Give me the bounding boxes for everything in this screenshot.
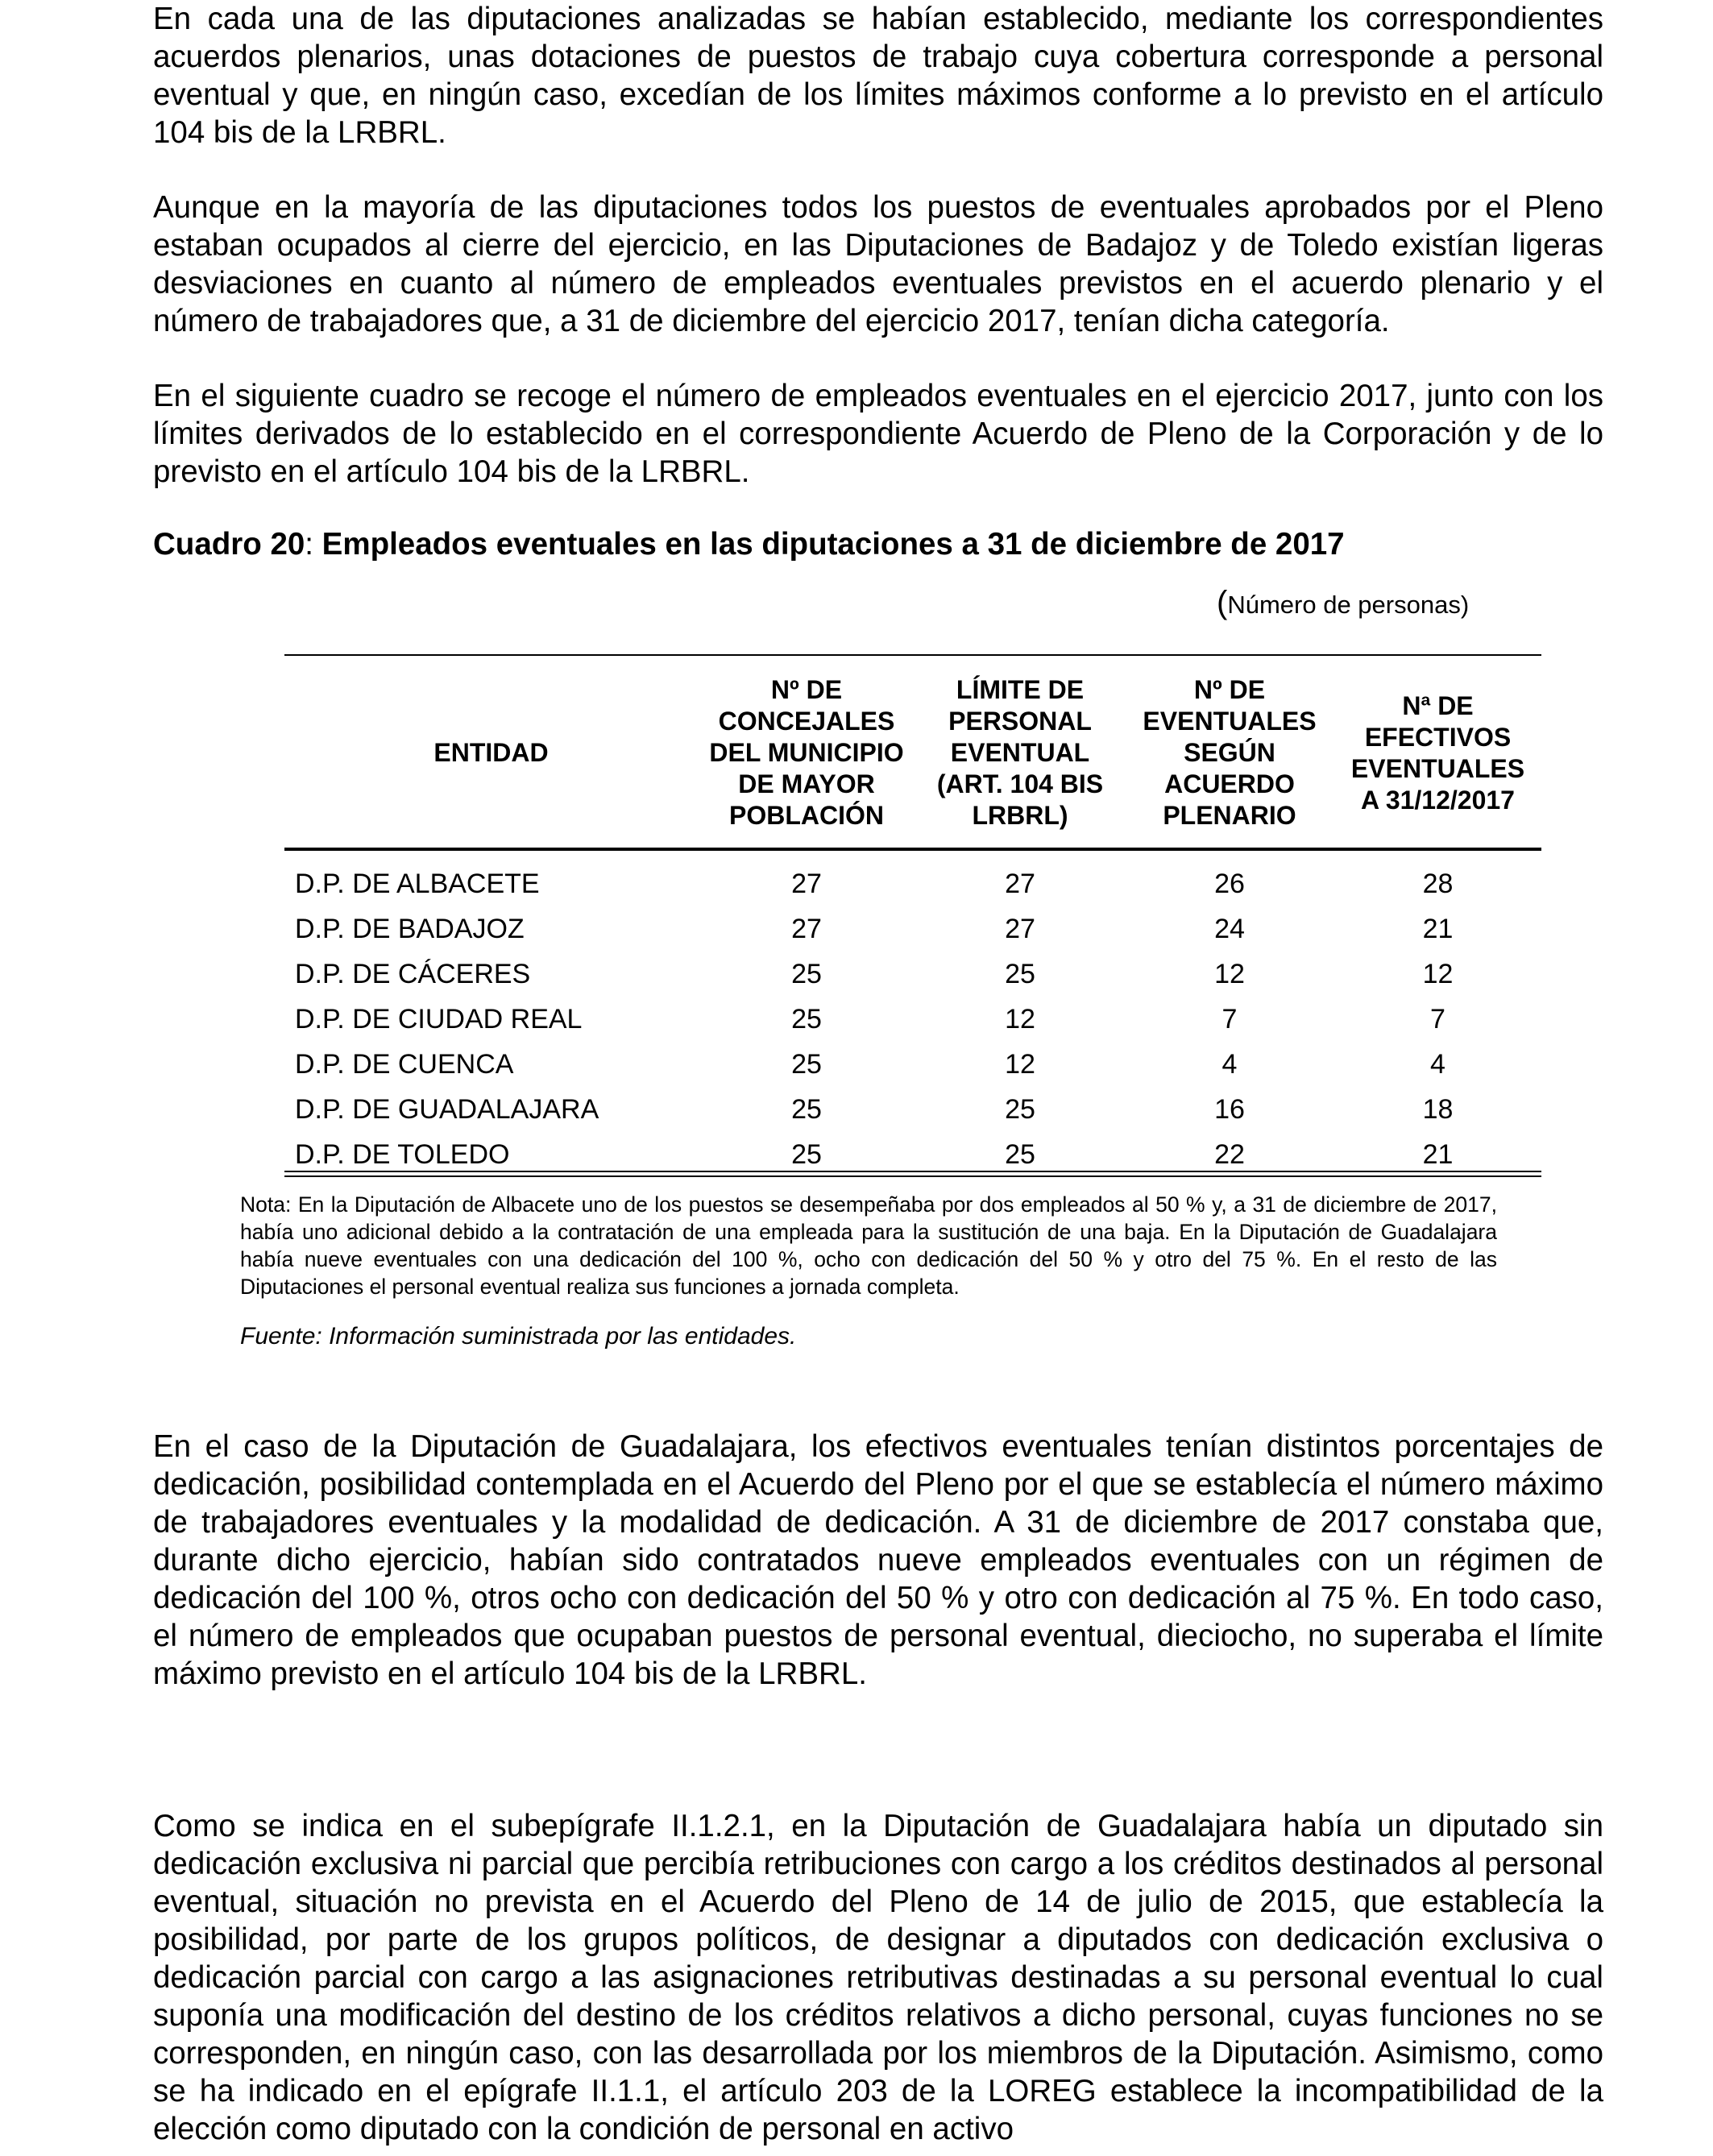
paragraph-deviations: Aunque en la mayoría de las diputaciones todos los puestos de eventuales aprobados por el Pleno estaban ocupados al cierre del ejercicio, en las Diputaciones de Badajoz y de Toledo existían ligeras desviaciones en cuanto al número de empleados eventuales previstos en el acuerdo plenario y el número de trabajadores que, a 31 de diciembre del ejercicio 2017, tenían dicha categoría.: [153, 190, 1603, 338]
table-body: [284, 852, 1541, 1177]
cell-plenary: 7: [1221, 1004, 1238, 1034]
paragraph-table-intro: En el siguiente cuadro se recoge el número de empleados eventuales en el ejercicio 2017, junto con los límites derivados de lo establecido en el correspondiente Acuerdo de Pleno de la Corporación y de lo previsto en el artículo 104 bis de la LRBRL.: [153, 379, 1603, 489]
header-line: Nº DE: [770, 675, 843, 704]
table-caption-title: Empleados eventuales en las diputaciones a 31 de diciembre de 2017: [313, 527, 1345, 562]
table-row: [284, 1087, 1541, 1132]
table-row: [284, 906, 1541, 952]
header-line: A 31/12/2017: [1361, 785, 1515, 815]
cell-entity: D.P. DE ALBACETE: [295, 869, 540, 899]
cell-councillors: 27: [791, 914, 822, 944]
cell-effective: 4: [1430, 1049, 1445, 1080]
table-caption: [153, 525, 1345, 563]
header-line: POBLACIÓN: [728, 801, 884, 830]
cell-effective: 7: [1430, 1004, 1445, 1034]
cell-plenary: 24: [1214, 914, 1245, 944]
header-line: EVENTUALES: [1350, 753, 1525, 783]
table-note: Nota: En la Diputación de Albacete uno de los puestos se desempeñaba por dos empleados al 50 % y, a 31 de diciembre de 2017, había uno adicional debido a la contratación de una empleada para la sustitución de una baja. En la Diputación de Guadalajara había nueve eventuales con una dedicación del 100 %, ocho con dedicación del 50 % y otro del 75 %. En el resto de las Diputaciones el personal eventual realiza sus funciones a jornada completa.: [240, 1192, 1497, 1299]
table-header-rule: [284, 848, 1541, 851]
cell-entity: D.P. DE CIUDAD REAL: [295, 1004, 583, 1034]
cell-plenary: 26: [1214, 869, 1245, 899]
header-line: DE MAYOR: [738, 769, 875, 798]
table-units: [1217, 587, 1469, 621]
cell-plenary: 4: [1221, 1049, 1238, 1080]
cell-limit: 27: [1005, 914, 1035, 944]
cell-effective: 21: [1422, 1139, 1454, 1170]
table-top-rule: [284, 654, 1541, 656]
cell-limit: 12: [1005, 1049, 1035, 1080]
header-line: PLENARIO: [1163, 801, 1296, 830]
paragraph-intro: En cada una de las diputaciones analizadas se habían establecido, mediante los correspondientes acuerdos plenarios, unas dotaciones de puestos de trabajo cuya cobertura corresponde a personal eventual y que, en ningún caso, excedían de los límites máximos conforme a lo previsto en el artículo 104 bis de la LRBRL.: [153, 2, 1603, 150]
cell-effective: 18: [1422, 1094, 1454, 1125]
header-effective: [1334, 666, 1541, 840]
header-plenary: [1125, 666, 1334, 840]
cell-councillors: 25: [791, 1049, 822, 1080]
cell-entity: D.P. DE GUADALAJARA: [295, 1094, 599, 1125]
header-limit: [915, 666, 1125, 840]
cell-councillors: 25: [791, 1094, 822, 1125]
header-line: Nº DE: [1193, 675, 1266, 704]
header-line: DEL MUNICIPIO: [709, 738, 904, 767]
cell-plenary: 16: [1214, 1094, 1245, 1125]
cell-limit: 12: [1005, 1004, 1035, 1034]
header-line: EVENTUAL: [950, 738, 1090, 767]
cell-councillors: 27: [791, 869, 822, 899]
header-line: EVENTUALES: [1143, 707, 1317, 736]
table-caption-label: Cuadro 20: [153, 527, 305, 562]
cell-effective: 21: [1422, 914, 1454, 944]
header-line: LÍMITE DE: [956, 675, 1085, 704]
cell-councillors: 25: [791, 1139, 822, 1170]
table-row: [284, 997, 1541, 1042]
cell-entity: D.P. DE BADAJOZ: [295, 914, 525, 944]
cell-limit: 25: [1005, 959, 1035, 989]
cell-effective: 28: [1422, 869, 1454, 899]
header-line: ENTIDAD: [433, 738, 549, 767]
cell-entity: D.P. DE TOLEDO: [295, 1139, 510, 1170]
header-councillors: [698, 666, 915, 840]
cell-effective: 12: [1422, 959, 1454, 989]
cell-entity: D.P. DE CUENCA: [295, 1049, 514, 1080]
cell-plenary: 22: [1214, 1139, 1245, 1170]
cell-councillors: 25: [791, 1004, 822, 1034]
cell-plenary: 12: [1214, 959, 1245, 989]
table-units-paren: (: [1217, 585, 1228, 620]
cell-councillors: 25: [791, 959, 822, 989]
cell-limit: 27: [1005, 869, 1035, 899]
table-source: Fuente: Información suministrada por las entidades.: [240, 1323, 797, 1350]
table-row: [284, 1042, 1541, 1087]
header-entity: [284, 666, 698, 840]
header-line: CONCEJALES: [718, 707, 895, 736]
header-line: PERSONAL: [948, 707, 1092, 736]
table-caption-separator: :: [305, 527, 313, 562]
header-line: (ART. 104 BIS: [936, 769, 1104, 798]
table-row: [284, 952, 1541, 997]
header-line: LRBRL): [972, 801, 1068, 830]
table-row: [284, 861, 1541, 906]
paragraph-deputy: Como se indica en el subepígrafe II.1.2.1, en la Diputación de Guadalajara había un diputado sin dedicación exclusiva ni parcial que percibía retribuciones con cargo a los créditos destinados al personal eventual, situación no prevista en el Acuerdo del Pleno de 14 de julio de 2015, que establecía la posibilidad, por parte de los grupos políticos, de designar a diputados con dedicación exclusiva o dedicación parcial con cargo a las asignaciones retributivas destinadas a su personal eventual lo cual suponía una modificación del destino de los créditos relativos a dicho personal, cuyas funciones no se corresponden, en ningún caso, con las desarrollada por los miembros de la Diputación. Asimismo, como se ha indicado en el epígrafe II.1.1, el artículo 203 de la LOREG establece la incompatibilidad de la elección como diputado con la condición de personal en activo: [153, 1809, 1603, 2146]
header-line: SEGÚN: [1184, 738, 1275, 767]
cell-limit: 25: [1005, 1139, 1035, 1170]
header-line: EFECTIVOS: [1364, 722, 1512, 752]
paragraph-guadalajara: En el caso de la Diputación de Guadalajara, los efectivos eventuales tenían distintos porcentajes de dedicación, posibilidad contemplada en el Acuerdo del Pleno por el que se establecía el número máximo de trabajadores eventuales y la modalidad de dedicación. A 31 de diciembre de 2017 constaba que, durante dicho ejercicio, habían sido contratados nueve empleados eventuales con un régimen de dedicación del 100 %, otros ocho con dedicación del 50 % y otro con dedicación al 75 %. En todo caso, el número de empleados que ocupaban puestos de personal eventual, dieciocho, no superaba el límite máximo previsto en el artículo 104 bis de la LRBRL.: [153, 1429, 1603, 1691]
table-units-text: Número de personas): [1227, 591, 1470, 619]
header-line: ACUERDO: [1164, 769, 1295, 798]
cell-entity: D.P. DE CÁCERES: [295, 959, 531, 989]
cell-limit: 25: [1005, 1094, 1035, 1125]
header-line: Nª DE: [1402, 690, 1474, 720]
